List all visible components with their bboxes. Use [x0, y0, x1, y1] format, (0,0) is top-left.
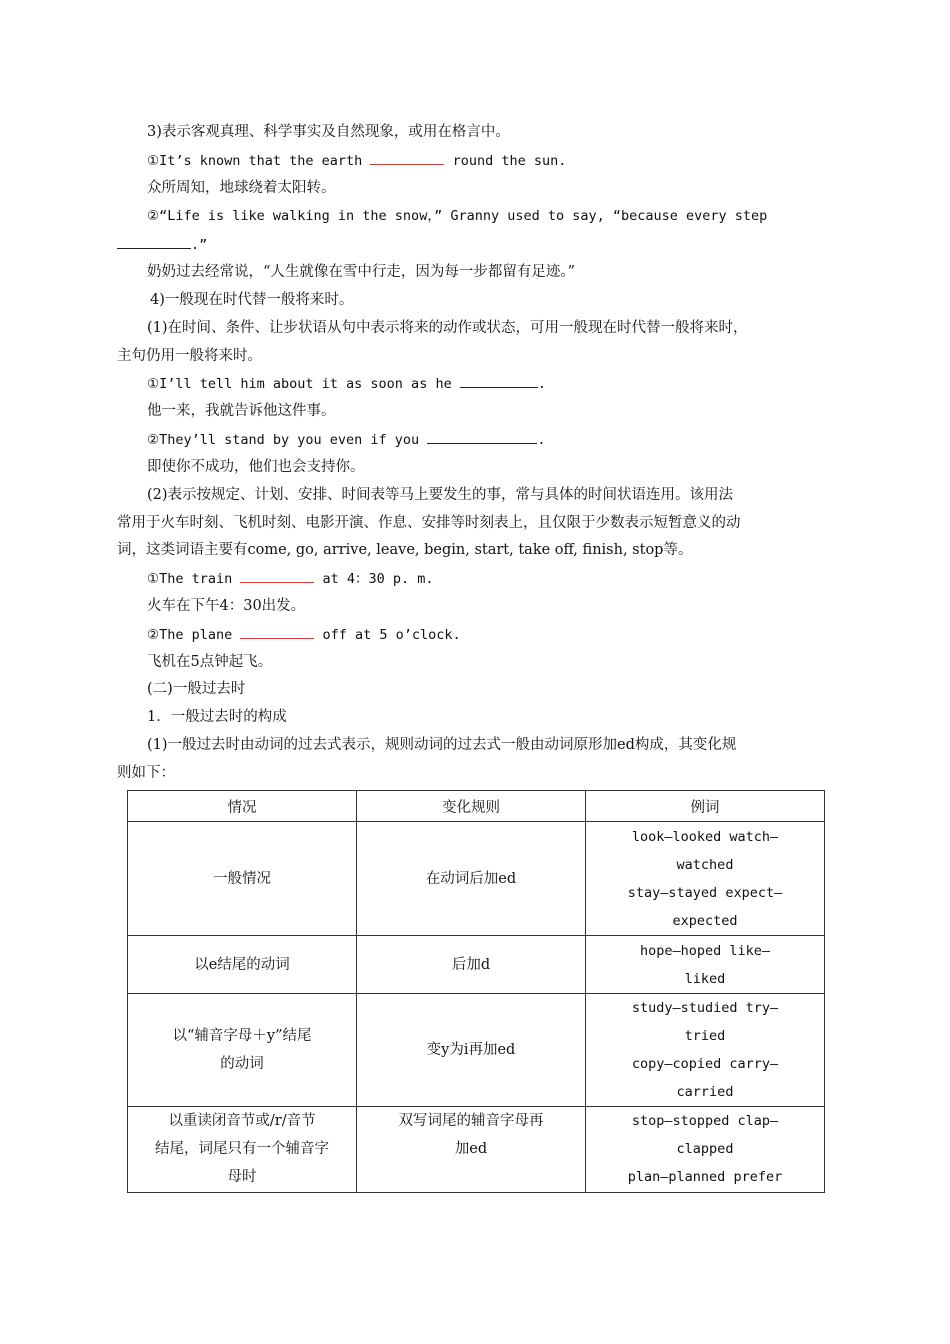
case-cell: 以“辅音字母＋y”结尾 的动词 [128, 994, 357, 1107]
example-translation: 即使你不成功，他们也会支持你。 [147, 459, 365, 475]
paragraph-line: (1)一般过去时由动词的过去式表示，规则动词的过去式一般由动词原形加ed构成，其变化规 [147, 737, 737, 753]
paragraph-line: 主句仍用一般将来时。 [117, 348, 262, 364]
example-sentence: ②“Life is like walking in the snow，” Granny used to say, “because every step [147, 208, 768, 224]
case-cell: 以e结尾的动词 [128, 936, 357, 994]
section-heading: (二)一般过去时 [147, 681, 246, 697]
column-header: 例词 [586, 791, 825, 822]
paragraph-line: 词，这类词语主要有come, go, arrive, leave, begin, start, take off, finish, stop等。 [117, 542, 693, 558]
rule-cell: 后加d [357, 936, 586, 994]
answer-blank[interactable] [240, 624, 314, 639]
paragraph-line: (1)在时间、条件、让步状语从句中表示将来的动作或状态，可用一般现在时代替一般将来时， [147, 320, 748, 336]
section3-heading: 3)表示客观真理、科学事实及自然现象，或用在格言中。 [147, 124, 510, 140]
table-row [128, 822, 825, 936]
example-translation: 飞机在5点钟起飞。 [147, 654, 273, 670]
verb-rules-table [127, 790, 825, 1193]
example-translation: 他一来，我就告诉他这件事。 [147, 403, 336, 419]
case-cell: 以重读闭音节或/r/音节 结尾，词尾只有一个辅音字 母时 [128, 1107, 357, 1193]
subsection-heading: 1．一般过去时的构成 [147, 709, 287, 725]
examples-cell: study—studied try— tried copy—copied carry— carried [586, 994, 825, 1107]
answer-blank[interactable] [460, 373, 538, 388]
example-sentence-cont: .” [117, 234, 207, 255]
column-header: 情况 [128, 791, 357, 822]
answer-blank[interactable] [427, 429, 537, 444]
example-sentence: ①I’ll tell him about it as soon as he . [147, 373, 546, 394]
examples-cell: stop—stopped clap— clapped plan—planned prefer [586, 1107, 825, 1193]
answer-blank[interactable] [370, 150, 444, 165]
paragraph-line: 则如下： [117, 765, 175, 781]
column-header: 变化规则 [357, 791, 586, 822]
example-sentence: ②The plane off at 5 o’clock. [147, 624, 461, 645]
example-sentence: ②They’ll stand by you even if you . [147, 429, 545, 450]
table-row [128, 994, 825, 1107]
example-sentence: ①The train at 4：30 p. m. [147, 568, 434, 589]
examples-cell: look—looked watch— watched stay—stayed expect— expected [586, 822, 825, 936]
rule-cell: 双写词尾的辅音字母再 加ed [357, 1107, 586, 1193]
section4-heading: 4)一般现在时代替一般将来时。 [150, 292, 354, 308]
answer-blank[interactable] [240, 568, 314, 583]
example-translation: 众所周知，地球绕着太阳转。 [147, 180, 336, 196]
example-translation: 火车在下午4：30出发。 [147, 598, 306, 614]
example-sentence: ①It’s known that the earth round the sun. [147, 150, 566, 171]
examples-cell: hope—hoped like— liked [586, 936, 825, 994]
table-row [128, 1107, 825, 1193]
rule-cell: 在动词后加ed [357, 822, 586, 936]
table-row [128, 936, 825, 994]
paragraph-line: (2)表示按规定、计划、安排、时间表等马上要发生的事，常与具体的时间状语连用。该用法 [147, 487, 734, 503]
answer-blank[interactable] [117, 234, 191, 249]
example-translation: 奶奶过去经常说，“人生就像在雪中行走，因为每一步都留有足迹。” [147, 264, 576, 280]
rule-cell: 变y为i再加ed [357, 994, 586, 1107]
paragraph-line: 常用于火车时刻、飞机时刻、电影开演、作息、安排等时刻表上，且仅限于少数表示短暂意义的动 [117, 515, 741, 531]
case-cell: 一般情况 [128, 822, 357, 936]
table-header-row [128, 791, 825, 822]
